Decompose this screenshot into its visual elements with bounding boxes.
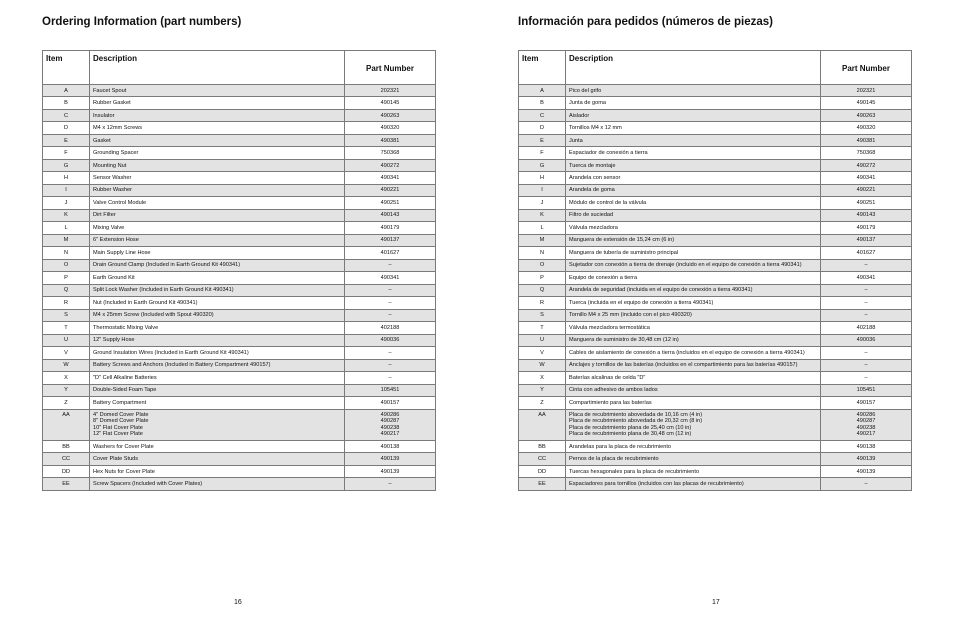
description-cell: Módulo de control de la válvula bbox=[566, 197, 821, 209]
part-number-cell: 490139 bbox=[821, 465, 912, 477]
part-number-cell: – bbox=[345, 359, 436, 371]
item-cell: CC bbox=[43, 453, 90, 465]
description-cell: Cover Plate Studs bbox=[90, 453, 345, 465]
table-row bbox=[43, 440, 436, 452]
description-cell: Mounting Nut bbox=[90, 159, 345, 171]
description-cell: 12" Supply Hose bbox=[90, 334, 345, 346]
part-number-cell: 490145 bbox=[345, 97, 436, 109]
part-number-cell: 490138 bbox=[345, 440, 436, 452]
item-cell: EE bbox=[519, 478, 566, 490]
description-cell: Compartimiento para las baterías bbox=[566, 397, 821, 409]
item-cell: Q bbox=[43, 284, 90, 296]
item-cell: DD bbox=[43, 465, 90, 477]
item-cell: V bbox=[43, 347, 90, 359]
part-number-cell: 202321 bbox=[345, 85, 436, 97]
item-cell: N bbox=[519, 247, 566, 259]
table-row bbox=[519, 109, 912, 121]
description-cell: Split Lock Washer (Included in Earth Ground Kit 490341) bbox=[90, 284, 345, 296]
part-number-cell: 490221 bbox=[345, 184, 436, 196]
description-cell: Válvula mezcladora bbox=[566, 222, 821, 234]
description-cell: Rubber Washer bbox=[90, 184, 345, 196]
item-cell: AA bbox=[43, 409, 90, 440]
part-number-cell: – bbox=[345, 478, 436, 490]
table-row bbox=[519, 272, 912, 284]
item-cell: A bbox=[519, 85, 566, 97]
description-cell: Tuercas hexagonales para la placa de recubrimiento bbox=[566, 465, 821, 477]
item-cell: E bbox=[43, 134, 90, 146]
parts-table bbox=[42, 50, 436, 491]
item-cell: C bbox=[43, 109, 90, 121]
part-number-cell: – bbox=[821, 372, 912, 384]
description-cell: Sujetador con conexión a tierra de drenaje (incluido en el equipo de conexión a tierra 490341) bbox=[566, 259, 821, 271]
description-cell: Mixing Valve bbox=[90, 222, 345, 234]
part-number-cell: 490179 bbox=[821, 222, 912, 234]
table-row bbox=[43, 272, 436, 284]
item-cell: DD bbox=[519, 465, 566, 477]
table-row bbox=[43, 184, 436, 196]
item-cell: L bbox=[519, 222, 566, 234]
part-number-cell: 402188 bbox=[345, 322, 436, 334]
table-row bbox=[519, 85, 912, 97]
description-cell: Faucet Spout bbox=[90, 85, 345, 97]
part-number-cell: 490263 bbox=[345, 109, 436, 121]
item-cell: W bbox=[519, 359, 566, 371]
description-cell: Arandela con sensor bbox=[566, 172, 821, 184]
part-number-cell: – bbox=[821, 347, 912, 359]
table-row bbox=[519, 159, 912, 171]
item-cell: Z bbox=[519, 397, 566, 409]
item-cell: Y bbox=[43, 384, 90, 396]
part-number-cell: 490286 490287 490238 490217 bbox=[345, 409, 436, 440]
part-number-cell: – bbox=[345, 297, 436, 309]
table-row bbox=[43, 347, 436, 359]
description-cell: Manguera de tubería de suministro principal bbox=[566, 247, 821, 259]
item-cell: U bbox=[43, 334, 90, 346]
item-cell: D bbox=[519, 122, 566, 134]
table-row bbox=[519, 209, 912, 221]
table-row bbox=[43, 197, 436, 209]
item-cell: N bbox=[43, 247, 90, 259]
table-row bbox=[43, 122, 436, 134]
description-cell: Screw Spacers (Included with Cover Plates) bbox=[90, 478, 345, 490]
table-row bbox=[43, 247, 436, 259]
part-number-column-header: Part Number bbox=[345, 51, 436, 85]
description-cell: Junta de goma bbox=[566, 97, 821, 109]
part-number-cell: 401627 bbox=[345, 247, 436, 259]
table-row bbox=[519, 97, 912, 109]
part-number-cell: – bbox=[821, 284, 912, 296]
table-row bbox=[43, 259, 436, 271]
description-cell: Washers for Cover Plate bbox=[90, 440, 345, 452]
description-cell: Arandelas para la placa de recubrimiento bbox=[566, 440, 821, 452]
page-title: Información para pedidos (números de piezas) bbox=[518, 16, 773, 28]
description-cell: Baterías alcalinas de celda "D" bbox=[566, 372, 821, 384]
item-cell: J bbox=[519, 197, 566, 209]
description-cell: Junta bbox=[566, 134, 821, 146]
description-cell: Sensor Washer bbox=[90, 172, 345, 184]
description-cell: Dirt Filter bbox=[90, 209, 345, 221]
table-row bbox=[43, 209, 436, 221]
item-cell: T bbox=[43, 322, 90, 334]
table-row bbox=[519, 234, 912, 246]
table-row bbox=[519, 465, 912, 477]
part-number-cell: 490272 bbox=[821, 159, 912, 171]
item-cell: A bbox=[43, 85, 90, 97]
table-row bbox=[43, 372, 436, 384]
part-number-column-header: Part Number bbox=[821, 51, 912, 85]
description-cell: "D" Cell Alkaline Batteries bbox=[90, 372, 345, 384]
table-row bbox=[43, 309, 436, 321]
description-cell: Grounding Spacer bbox=[90, 147, 345, 159]
item-cell: D bbox=[43, 122, 90, 134]
table-row bbox=[519, 384, 912, 396]
description-cell: Valve Control Module bbox=[90, 197, 345, 209]
table-row bbox=[519, 297, 912, 309]
table-row bbox=[43, 465, 436, 477]
item-cell: C bbox=[519, 109, 566, 121]
table-row bbox=[519, 409, 912, 440]
item-cell: W bbox=[43, 359, 90, 371]
description-column-header: Description bbox=[90, 51, 345, 85]
table-row bbox=[43, 322, 436, 334]
description-cell: Battery Compartment bbox=[90, 397, 345, 409]
description-cell: Earth Ground Kit bbox=[90, 272, 345, 284]
part-number-cell: – bbox=[345, 347, 436, 359]
part-number-cell: 490341 bbox=[345, 272, 436, 284]
table-row bbox=[519, 172, 912, 184]
description-cell: Pico del grifo bbox=[566, 85, 821, 97]
part-number-cell: – bbox=[821, 259, 912, 271]
table-row bbox=[43, 334, 436, 346]
table-row bbox=[43, 159, 436, 171]
item-cell: Q bbox=[519, 284, 566, 296]
item-column-header: Item bbox=[43, 51, 90, 85]
part-number-cell: 490145 bbox=[821, 97, 912, 109]
part-number-cell: 490320 bbox=[821, 122, 912, 134]
table-row bbox=[519, 184, 912, 196]
item-cell: R bbox=[519, 297, 566, 309]
part-number-cell: 490139 bbox=[821, 453, 912, 465]
description-cell: Placa de recubrimiento abovedada de 10,16 cm (4 in) Placa de recubrimiento abovedada de 20,32 cm (8 in) Placa de recubrimiento plana de 25,40 cm (10 in) Placa de recubrimiento plana de 30,48 cm (12 in) bbox=[566, 409, 821, 440]
table-row bbox=[519, 453, 912, 465]
description-cell: Tuerca (incluida en el equipo de conexión a tierra 490341) bbox=[566, 297, 821, 309]
description-cell: 4" Domed Cover Plate 8" Domed Cover Plate 10" Flat Cover Plate 12" Flat Cover Plate bbox=[90, 409, 345, 440]
item-cell: Z bbox=[43, 397, 90, 409]
table-row bbox=[43, 284, 436, 296]
part-number-cell: 202321 bbox=[821, 85, 912, 97]
description-cell: Insulator bbox=[90, 109, 345, 121]
item-cell: J bbox=[43, 197, 90, 209]
part-number-cell: 490139 bbox=[345, 453, 436, 465]
description-cell: Cinta con adhesivo de ambos lados bbox=[566, 384, 821, 396]
item-cell: M bbox=[519, 234, 566, 246]
part-number-cell: 490320 bbox=[345, 122, 436, 134]
part-number-cell: – bbox=[821, 478, 912, 490]
item-cell: R bbox=[43, 297, 90, 309]
table-row bbox=[519, 309, 912, 321]
table-row bbox=[519, 284, 912, 296]
description-cell: Gasket bbox=[90, 134, 345, 146]
item-cell: V bbox=[519, 347, 566, 359]
part-number-cell: 490157 bbox=[821, 397, 912, 409]
table-row bbox=[519, 222, 912, 234]
table-row bbox=[43, 97, 436, 109]
item-cell: BB bbox=[43, 440, 90, 452]
part-number-cell: 490221 bbox=[821, 184, 912, 196]
item-cell: Y bbox=[519, 384, 566, 396]
table-row bbox=[43, 453, 436, 465]
part-number-cell: 490139 bbox=[345, 465, 436, 477]
item-cell: G bbox=[43, 159, 90, 171]
table-header-row bbox=[519, 51, 912, 85]
table-row bbox=[519, 322, 912, 334]
table-row bbox=[519, 134, 912, 146]
description-cell: M4 x 12mm Screws bbox=[90, 122, 345, 134]
table-row bbox=[43, 172, 436, 184]
description-cell: Nut (Included in Earth Ground Kit 490341) bbox=[90, 297, 345, 309]
item-cell: E bbox=[519, 134, 566, 146]
table-row bbox=[43, 359, 436, 371]
table-row bbox=[43, 409, 436, 440]
description-cell: Ground Insulation Wires (Included in Earth Ground Kit 490341) bbox=[90, 347, 345, 359]
item-cell: U bbox=[519, 334, 566, 346]
table-row bbox=[43, 478, 436, 490]
description-cell: Tornillos M4 x 12 mm bbox=[566, 122, 821, 134]
table-row bbox=[43, 147, 436, 159]
description-cell: Equipo de conexión a tierra bbox=[566, 272, 821, 284]
item-column-header: Item bbox=[519, 51, 566, 85]
part-number-cell: 490381 bbox=[821, 134, 912, 146]
part-number-cell: 490138 bbox=[821, 440, 912, 452]
table-header-row bbox=[43, 51, 436, 85]
table-row bbox=[43, 109, 436, 121]
description-column-header: Description bbox=[566, 51, 821, 85]
table-row bbox=[519, 334, 912, 346]
part-number-cell: 490381 bbox=[345, 134, 436, 146]
item-cell: P bbox=[43, 272, 90, 284]
part-number-cell: 105451 bbox=[345, 384, 436, 396]
parts-table bbox=[518, 50, 912, 491]
part-number-cell: 490036 bbox=[821, 334, 912, 346]
item-cell: F bbox=[519, 147, 566, 159]
part-number-cell: – bbox=[345, 259, 436, 271]
part-number-cell: 490341 bbox=[821, 272, 912, 284]
table-row bbox=[519, 147, 912, 159]
description-cell: Rubber Gasket bbox=[90, 97, 345, 109]
part-number-cell: 490143 bbox=[345, 209, 436, 221]
table-row bbox=[519, 372, 912, 384]
table-row bbox=[43, 384, 436, 396]
table-row bbox=[519, 347, 912, 359]
description-cell: Cables de aislamiento de conexión a tierra (incluidos en el equipo de conexión a tierra 490341) bbox=[566, 347, 821, 359]
part-number-cell: – bbox=[345, 372, 436, 384]
item-cell: X bbox=[519, 372, 566, 384]
item-cell: S bbox=[519, 309, 566, 321]
part-number-cell: 490137 bbox=[345, 234, 436, 246]
description-cell: 6" Extension Hose bbox=[90, 234, 345, 246]
part-number-cell: 490286 490287 490238 490217 bbox=[821, 409, 912, 440]
item-cell: CC bbox=[519, 453, 566, 465]
table-row bbox=[519, 397, 912, 409]
part-number-cell: 490157 bbox=[345, 397, 436, 409]
table-row bbox=[519, 478, 912, 490]
item-cell: H bbox=[519, 172, 566, 184]
part-number-cell: 490179 bbox=[345, 222, 436, 234]
description-cell: Arandela de goma bbox=[566, 184, 821, 196]
description-cell: Tuerca de montaje bbox=[566, 159, 821, 171]
description-cell: Anclajes y tornillos de las baterías (incluidos en el compartimiento para las baterías 490157) bbox=[566, 359, 821, 371]
description-cell: Manguera de extensión de 15,24 cm (6 in) bbox=[566, 234, 821, 246]
description-cell: Pernos de la placa de recubrimiento bbox=[566, 453, 821, 465]
table-row bbox=[43, 85, 436, 97]
description-cell: Main Supply Line Hose bbox=[90, 247, 345, 259]
part-number-cell: 490137 bbox=[821, 234, 912, 246]
item-cell: F bbox=[43, 147, 90, 159]
item-cell: M bbox=[43, 234, 90, 246]
description-cell: Válvula mezcladora termostática bbox=[566, 322, 821, 334]
item-cell: B bbox=[519, 97, 566, 109]
description-cell: Aislador bbox=[566, 109, 821, 121]
part-number-cell: 490036 bbox=[345, 334, 436, 346]
part-number-cell: 750368 bbox=[345, 147, 436, 159]
description-cell: Hex Nuts for Cover Plate bbox=[90, 465, 345, 477]
part-number-cell: 401627 bbox=[821, 247, 912, 259]
part-number-cell: 490341 bbox=[821, 172, 912, 184]
item-cell: B bbox=[43, 97, 90, 109]
table-row bbox=[519, 122, 912, 134]
description-cell: Espaciadores para tornillos (incluidos con las placas de recubrimiento) bbox=[566, 478, 821, 490]
description-cell: Manguera de suministro de 30,48 cm (12 in) bbox=[566, 334, 821, 346]
table-row bbox=[519, 247, 912, 259]
table-row bbox=[43, 397, 436, 409]
item-cell: H bbox=[43, 172, 90, 184]
table-row bbox=[519, 259, 912, 271]
item-cell: EE bbox=[43, 478, 90, 490]
description-cell: M4 x 25mm Screw (Included with Spout 490320) bbox=[90, 309, 345, 321]
item-cell: I bbox=[43, 184, 90, 196]
part-number-cell: – bbox=[345, 309, 436, 321]
table-row bbox=[43, 234, 436, 246]
table-row bbox=[519, 197, 912, 209]
item-cell: P bbox=[519, 272, 566, 284]
description-cell: Double-Sided Foam Tape bbox=[90, 384, 345, 396]
table-row bbox=[43, 134, 436, 146]
page-number: 16 bbox=[234, 599, 242, 606]
part-number-cell: – bbox=[821, 309, 912, 321]
table-row bbox=[519, 359, 912, 371]
part-number-cell: 490251 bbox=[821, 197, 912, 209]
item-cell: S bbox=[43, 309, 90, 321]
table-row bbox=[43, 297, 436, 309]
item-cell: L bbox=[43, 222, 90, 234]
description-cell: Arandela de seguridad (incluida en el equipo de conexión a tierra 490341) bbox=[566, 284, 821, 296]
part-number-cell: 490263 bbox=[821, 109, 912, 121]
table-row bbox=[519, 440, 912, 452]
part-number-cell: 105451 bbox=[821, 384, 912, 396]
part-number-cell: 490251 bbox=[345, 197, 436, 209]
part-number-cell: – bbox=[821, 297, 912, 309]
table-row bbox=[43, 222, 436, 234]
description-cell: Tornillo M4 x 25 mm (incluido con el pico 490320) bbox=[566, 309, 821, 321]
part-number-cell: 402188 bbox=[821, 322, 912, 334]
item-cell: K bbox=[43, 209, 90, 221]
item-cell: O bbox=[519, 259, 566, 271]
part-number-cell: 490341 bbox=[345, 172, 436, 184]
description-cell: Filtro de suciedad bbox=[566, 209, 821, 221]
description-cell: Drain Ground Clamp (Included in Earth Ground Kit 490341) bbox=[90, 259, 345, 271]
part-number-cell: 750368 bbox=[821, 147, 912, 159]
item-cell: AA bbox=[519, 409, 566, 440]
part-number-cell: – bbox=[345, 284, 436, 296]
part-number-cell: – bbox=[821, 359, 912, 371]
item-cell: X bbox=[43, 372, 90, 384]
item-cell: BB bbox=[519, 440, 566, 452]
description-cell: Espaciador de conexión a tierra bbox=[566, 147, 821, 159]
item-cell: K bbox=[519, 209, 566, 221]
page-number: 17 bbox=[712, 599, 720, 606]
part-number-cell: 490143 bbox=[821, 209, 912, 221]
item-cell: I bbox=[519, 184, 566, 196]
page-title: Ordering Information (part numbers) bbox=[42, 16, 242, 28]
item-cell: G bbox=[519, 159, 566, 171]
description-cell: Battery Screws and Anchors (Included in Battery Compartment 490157) bbox=[90, 359, 345, 371]
description-cell: Thermostatic Mixing Valve bbox=[90, 322, 345, 334]
item-cell: O bbox=[43, 259, 90, 271]
item-cell: T bbox=[519, 322, 566, 334]
part-number-cell: 490272 bbox=[345, 159, 436, 171]
